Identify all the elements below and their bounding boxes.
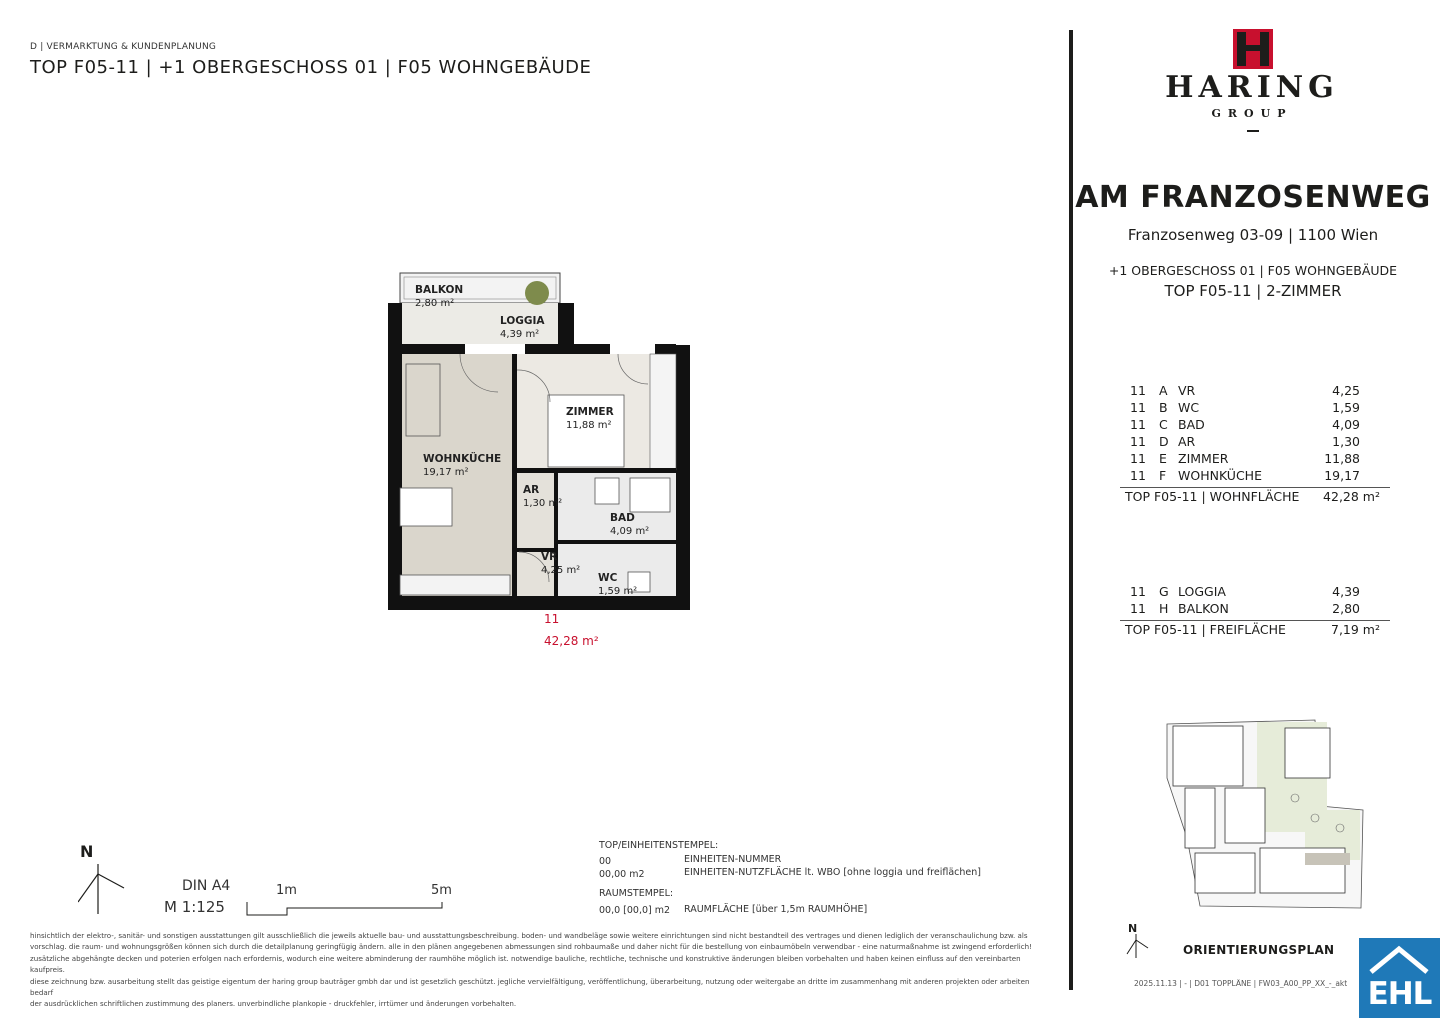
plan-area-zimmer: 11,88 m² — [566, 420, 612, 431]
plan-label-ar: AR — [523, 484, 540, 496]
room-id: D — [1159, 434, 1169, 449]
room-area: 4,39 — [1332, 584, 1360, 599]
legend-sample-number-desc: EINHEITEN-NUMMER — [684, 854, 782, 865]
project-unit: TOP F05-11 | 2-ZIMMER — [1164, 282, 1342, 300]
vertical-divider — [1069, 30, 1073, 990]
north-label: N — [80, 842, 94, 861]
project-title: AM FRANZOSENWEG — [1075, 180, 1431, 215]
room-id: F — [1159, 468, 1167, 483]
room-number: 11 — [1130, 584, 1146, 599]
disclaimer-line: diese zeichnung bzw. ausarbeitung stellt das geistige eigentum der haring group bauträger gmbh dar und ist gesetzlich geschützt. jegliche vervielfältigung, veröffentlichung, überarbeitung, nutzung oder weitergabe an dritte im zusammenhang mit anderen projekten oder arbeiten bedarf — [30, 976, 1030, 998]
room-area: 2,80 — [1332, 601, 1360, 616]
table-row — [1120, 399, 1390, 416]
project-address: Franzosenweg 03-09 | 1100 Wien — [1127, 226, 1379, 244]
room-area: 1,30 — [1332, 434, 1360, 449]
scale-mark-1m: 1m — [276, 883, 297, 898]
room-id: H — [1159, 601, 1169, 616]
legend-sample-number: 00 — [599, 856, 612, 867]
plan-label-bad: BAD — [610, 512, 635, 524]
disclaimer-line: hinsichtlich der elektro-, sanitär- und sonstigen ausstattungen gilt ausschließlich die jeweils aktuelle bau- und ausstattungsbeschreibung. boden- und wandbeläge sowie weitere einrichtungen sind nicht bestandteil des vertrages und dienen lediglich der veranschaulichung bzw. als — [30, 931, 1028, 940]
north-arrow-icon — [78, 862, 128, 917]
plan-label-wc: WC — [598, 572, 618, 584]
room-name: VR — [1178, 383, 1196, 398]
room-name: BALKON — [1178, 601, 1229, 616]
unit-area-stamp: 42,28 m² — [544, 634, 599, 648]
table-row — [1120, 467, 1390, 484]
room-name: WC — [1178, 400, 1200, 415]
disclaimer-line: zusätzliche abgehängte decken und poterien erfolgen nach erfordernis, wodurch eine weitere abminderung der raumhöhe möglich ist. notwendige bauliche, rechtliche, technische und konstruktive änderungen bleiben vorbehalten und haben keinen einfluss auf den vereinbarten kaufpreis. — [30, 953, 1021, 975]
plan-area-bad: 4,09 m² — [610, 526, 650, 537]
plan-label-balkon: BALKON — [415, 284, 464, 296]
room-number: 11 — [1130, 468, 1146, 483]
table-row — [1120, 450, 1390, 467]
room-id: A — [1159, 383, 1168, 398]
room-name: WOHNKÜCHE — [1178, 468, 1262, 483]
brand-sub: GROUP — [1211, 107, 1293, 120]
room-name: AR — [1178, 434, 1196, 449]
plan-area-wohnkueche: 19,17 m² — [423, 467, 469, 478]
room-table-outdoor — [1120, 583, 1390, 639]
room-id: B — [1159, 400, 1168, 415]
room-area: 4,09 — [1332, 417, 1360, 432]
room-number: 11 — [1130, 434, 1146, 449]
plan-area-ar: 1,30 m² — [523, 498, 563, 509]
legend-sample-area: 00,00 m2 — [599, 869, 645, 880]
document-id: 2025.11.13 | - | D01 TOPPLÄNE | FW03_A00_PP_XX_-_akt — [1134, 979, 1348, 988]
plan-label-wohnkueche: WOHNKÜCHE — [423, 453, 502, 465]
room-number: 11 — [1130, 417, 1146, 432]
room-name: LOGGIA — [1178, 584, 1226, 599]
room-number: 11 — [1130, 451, 1146, 466]
ehl-label: EHL — [1367, 976, 1432, 1012]
plan-area-wc: 1,59 m² — [598, 586, 638, 597]
plan-label-loggia: LOGGIA — [500, 315, 545, 327]
paper-size: DIN A4 — [182, 878, 231, 894]
room-number: 11 — [1130, 383, 1146, 398]
plan-area-balkon: 2,80 m² — [415, 298, 455, 309]
room-area: 19,17 — [1324, 468, 1360, 483]
room-name: BAD — [1178, 417, 1205, 432]
room-name: ZIMMER — [1178, 451, 1229, 466]
orientation-label: ORIENTIERUNGSPLAN — [1183, 943, 1335, 957]
legend-room-sample: 00,0 [00,0] m2 — [599, 905, 671, 916]
room-number: 11 — [1130, 400, 1146, 415]
department-label: D | VERMARKTUNG & KUNDENPLANUNG — [30, 42, 217, 52]
disclaimer-line: vorschlag. die raum- und wohnungsgrößen können sich durch die detailplanung geringfügig ändern. alle in den plänen angegebenen abmessungen sind rohbaumaße und daher nicht für die bestellung von einbaumöbeln verwendbar - eine naturmaßnahme ist zwingend erforderlich! — [30, 942, 1033, 952]
table-row — [1120, 583, 1390, 600]
table-row — [1120, 600, 1390, 617]
outdoor-total-value: 7,19 m² — [1331, 622, 1380, 637]
table-row — [1120, 433, 1390, 450]
outdoor-total-label: TOP F05-11 | FREIFLÄCHE — [1125, 622, 1286, 637]
room-area: 1,59 — [1332, 400, 1360, 415]
orientation-north-label: N — [1128, 922, 1138, 935]
legend-sample-area-desc: EINHEITEN-NUTZFLÄCHE lt. WBO [ohne loggia und freiflächen] — [684, 867, 981, 878]
room-id: C — [1159, 417, 1168, 432]
orientation-site-plan — [1165, 718, 1365, 910]
page-title: TOP F05-11 | +1 OBERGESCHOSS 01 | F05 WOHNGEBÄUDE — [30, 57, 592, 78]
plan-label-vr: VR — [541, 551, 558, 563]
scale-bar — [245, 900, 455, 920]
room-id: E — [1159, 451, 1167, 466]
table-row — [1120, 416, 1390, 433]
scale-mark-5m: 5m — [431, 883, 452, 898]
unit-number-stamp: 11 — [544, 612, 560, 626]
haring-logo-icon — [1233, 29, 1273, 69]
house-icon — [1367, 944, 1432, 974]
orientation-north-icon — [1126, 934, 1152, 960]
outdoor-total-row — [1120, 620, 1390, 639]
legend-room-sample-desc: RAUMFLÄCHE [über 1,5m RAUMHÖHE] — [684, 904, 868, 915]
plan-area-loggia: 4,39 m² — [500, 329, 540, 340]
legend-heading-room: RAUMSTEMPEL: — [599, 888, 674, 899]
living-total-row — [1120, 487, 1390, 506]
room-id: G — [1159, 584, 1169, 599]
project-floor: +1 OBERGESCHOSS 01 | F05 WOHNGEBÄUDE — [1108, 263, 1398, 278]
ehl-logo — [1359, 938, 1440, 1018]
disclaimer-line: der ausdrücklichen schriftlichen zustimmung des planers. unverbindliche plankopie - druckfehler, irrtümer und änderungen vorbehalten. — [30, 999, 517, 1009]
plan-label-zimmer: ZIMMER — [566, 406, 614, 418]
plan-area-vr: 4,25 m² — [541, 565, 581, 576]
legend-heading-unit: TOP/EINHEITENSTEMPEL: — [599, 840, 719, 851]
room-number: 11 — [1130, 601, 1146, 616]
table-row — [1120, 382, 1390, 399]
scale-ratio: M 1:125 — [164, 898, 225, 916]
room-area: 11,88 — [1324, 451, 1360, 466]
living-total-value: 42,28 m² — [1323, 489, 1380, 504]
disclaimer — [30, 930, 1050, 1010]
room-area: 4,25 — [1332, 383, 1360, 398]
room-table-living — [1120, 382, 1390, 506]
brand-name: HARING — [1165, 70, 1339, 105]
brand-dash — [1247, 130, 1259, 132]
living-total-label: TOP F05-11 | WOHNFLÄCHE — [1125, 489, 1300, 504]
